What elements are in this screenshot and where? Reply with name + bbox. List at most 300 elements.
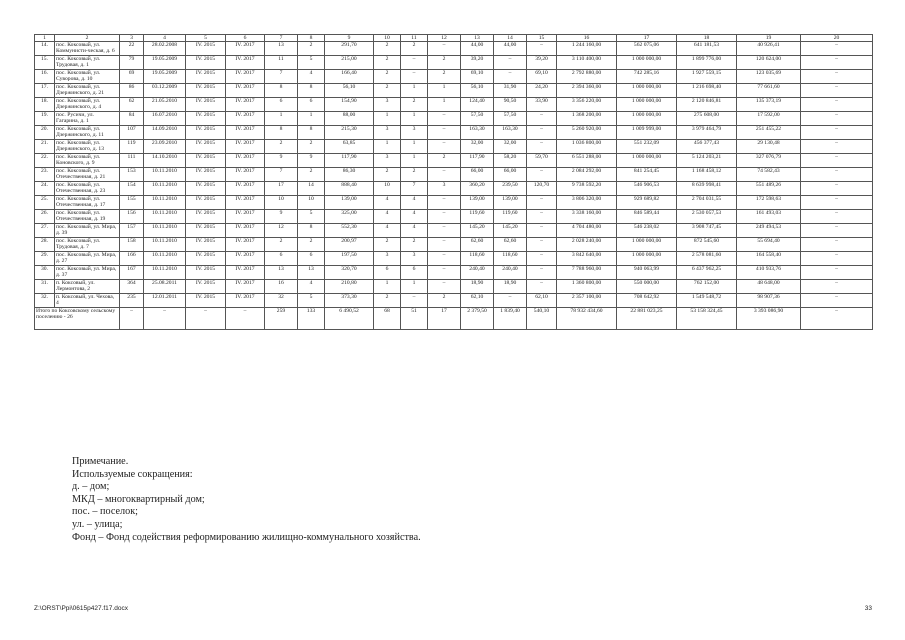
table-cell: 62,10: [527, 294, 557, 308]
table-cell: 29 130,48: [737, 140, 801, 154]
table-cell: 57,50: [461, 112, 494, 126]
table-cell: 63,85: [325, 140, 374, 154]
table-cell: 1 000 000,00: [617, 238, 677, 252]
table-cell: –: [527, 42, 557, 56]
table-cell: 364: [120, 280, 144, 294]
total-cell: 6 490,52: [325, 308, 374, 330]
page-number: 33: [864, 605, 872, 612]
column-number-cell: 1: [35, 35, 55, 42]
table-cell: 1: [401, 280, 428, 294]
table-cell: 3 110 400,00: [557, 56, 617, 70]
table-cell: 10.11.2010: [144, 224, 186, 238]
address-cell: пос. Коксовый, ул. Дзержинского, д. 4: [55, 98, 120, 112]
table-cell: 1: [401, 154, 428, 168]
table-cell: 4: [374, 196, 401, 210]
table-cell: IV. 2015: [186, 252, 226, 266]
table-cell: 251 455,22: [737, 126, 801, 140]
column-number-cell: 6: [226, 35, 265, 42]
table-cell: IV. 2017: [226, 210, 265, 224]
table-cell: –: [801, 56, 873, 70]
table-cell: 1: [401, 112, 428, 126]
table-cell: 2: [298, 168, 325, 182]
table-cell: 1 036 800,00: [557, 140, 617, 154]
column-number-cell: 16: [557, 35, 617, 42]
table-cell: 32,00: [494, 140, 527, 154]
table-cell: 79: [120, 56, 144, 70]
table-cell: IV. 2017: [226, 252, 265, 266]
table-cell: 23.: [35, 168, 55, 182]
table-cell: 3: [374, 252, 401, 266]
table-cell: 117,90: [461, 154, 494, 168]
table-cell: 39,20: [527, 56, 557, 70]
table-cell: –: [801, 294, 873, 308]
table-cell: 119: [120, 140, 144, 154]
table-cell: 25.08.2011: [144, 280, 186, 294]
table-row: [35, 238, 873, 252]
table-cell: IV. 2017: [226, 42, 265, 56]
table-cell: 69: [120, 70, 144, 84]
table-cell: 62,60: [461, 238, 494, 252]
table-cell: –: [801, 168, 873, 182]
table-cell: 551 232,09: [617, 140, 677, 154]
table-cell: 546 238,02: [617, 224, 677, 238]
table-cell: 27.: [35, 224, 55, 238]
table-cell: –: [428, 168, 461, 182]
table-cell: 14.10.2010: [144, 154, 186, 168]
table-cell: IV. 2017: [226, 154, 265, 168]
table-cell: –: [801, 210, 873, 224]
table-cell: 4: [374, 210, 401, 224]
table-cell: IV. 2017: [226, 224, 265, 238]
table-cell: 2: [265, 238, 298, 252]
table-cell: 74 582,43: [737, 168, 801, 182]
table-cell: 1 360 800,00: [557, 280, 617, 294]
table-cell: 98 907,36: [737, 294, 801, 308]
table-cell: 66,00: [494, 168, 527, 182]
table-cell: –: [527, 224, 557, 238]
table-cell: 58,20: [494, 154, 527, 168]
table-cell: 166: [120, 252, 144, 266]
table-cell: 28.02.2008: [144, 42, 186, 56]
table-cell: –: [527, 112, 557, 126]
table-cell: 320,70: [325, 266, 374, 280]
table-cell: 30.: [35, 266, 55, 280]
table-row: [35, 280, 873, 294]
table-cell: IV. 2015: [186, 210, 226, 224]
table-cell: –: [801, 154, 873, 168]
table-cell: 2: [298, 42, 325, 56]
table-cell: 123 035,69: [737, 70, 801, 84]
table-cell: 8: [265, 84, 298, 98]
column-number-cell: 12: [428, 35, 461, 42]
table-cell: 62,60: [494, 238, 527, 252]
table-cell: 2: [428, 70, 461, 84]
table-cell: 2: [428, 56, 461, 70]
table-cell: 742 285,16: [617, 70, 677, 84]
table-cell: 26.: [35, 210, 55, 224]
table-row: [35, 224, 873, 238]
table-cell: 551 489,26: [737, 182, 801, 196]
table-cell: 120,70: [527, 182, 557, 196]
table-cell: 2: [401, 168, 428, 182]
table-cell: 90,50: [494, 98, 527, 112]
abbreviation-line: д. – дом;: [72, 481, 110, 493]
address-cell: пос. Коксовый, ул. Коновского, д. 9: [55, 154, 120, 168]
table-cell: –: [527, 252, 557, 266]
table-cell: –: [428, 42, 461, 56]
table-cell: 55 694,40: [737, 238, 801, 252]
table-cell: 2: [374, 70, 401, 84]
table-cell: 249 494,53: [737, 224, 801, 238]
table-row: [35, 168, 873, 182]
table-cell: 24.: [35, 182, 55, 196]
table-cell: 1 549 548,72: [677, 294, 737, 308]
table-cell: –: [801, 140, 873, 154]
table-cell: 22.: [35, 154, 55, 168]
table-cell: 562 075,06: [617, 42, 677, 56]
table-cell: 235: [120, 294, 144, 308]
table-cell: IV. 2017: [226, 196, 265, 210]
address-cell: пос. Коксовый, ул. Отечественная, д. 17: [55, 196, 120, 210]
table-cell: –: [801, 238, 873, 252]
table-cell: 4 704 480,00: [557, 224, 617, 238]
table-cell: 2: [265, 140, 298, 154]
total-cell: 3 393 086,90: [737, 308, 801, 330]
table-cell: 2: [298, 238, 325, 252]
table-cell: 3: [374, 126, 401, 140]
table-cell: 2: [401, 98, 428, 112]
notes-intro: Используемые сокращения:: [72, 468, 193, 480]
table-cell: 13: [265, 266, 298, 280]
table-cell: –: [527, 266, 557, 280]
total-cell: 540,10: [527, 308, 557, 330]
document-path: Z:\ORST\Ppi\0615p427.f17.docx: [34, 605, 128, 612]
table-cell: 167: [120, 266, 144, 280]
table-cell: 1 368 200,00: [557, 112, 617, 126]
total-label-cell: Итого по Коксовскому сельскому поселению - 26: [35, 308, 120, 330]
table-cell: 373,30: [325, 294, 374, 308]
table-cell: –: [527, 168, 557, 182]
table-cell: 1 000 000,00: [617, 154, 677, 168]
table-row: [35, 70, 873, 84]
table-cell: 6 437 962,25: [677, 266, 737, 280]
table-cell: IV. 2015: [186, 42, 226, 56]
table-cell: 1: [374, 112, 401, 126]
table-cell: 10.11.2010: [144, 252, 186, 266]
table-cell: 1 899 776,00: [677, 56, 737, 70]
table-cell: –: [801, 112, 873, 126]
address-cell: пос. Коксовый, ул. Дзержинского, д. 11: [55, 126, 120, 140]
table-cell: 124,40: [461, 98, 494, 112]
table-cell: 33,90: [527, 98, 557, 112]
table-cell: 2 394 360,00: [557, 84, 617, 98]
table-cell: 88,00: [325, 112, 374, 126]
table-cell: 19.05.2009: [144, 56, 186, 70]
table-cell: 200,97: [325, 238, 374, 252]
table-cell: 118,60: [494, 252, 527, 266]
table-cell: 18,90: [461, 280, 494, 294]
table-cell: 4: [298, 280, 325, 294]
table-cell: 360,20: [461, 182, 494, 196]
table-cell: 8: [298, 224, 325, 238]
table-cell: 6: [265, 98, 298, 112]
table-cell: 16: [265, 280, 298, 294]
table-cell: 156: [120, 210, 144, 224]
table-cell: 1 244 160,00: [557, 42, 617, 56]
table-cell: 40 926,41: [737, 42, 801, 56]
table-cell: 3: [428, 182, 461, 196]
table-cell: 1: [401, 140, 428, 154]
table-cell: 03.12.2009: [144, 84, 186, 98]
abbreviation-line: ул. – улица;: [72, 518, 123, 530]
total-cell: 2 379,50: [461, 308, 494, 330]
table-cell: 145,20: [494, 224, 527, 238]
table-cell: 239,50: [494, 182, 527, 196]
table-cell: 2: [374, 238, 401, 252]
notes-section: [72, 456, 421, 544]
table-cell: 24,20: [527, 84, 557, 98]
table-cell: IV. 2015: [186, 56, 226, 70]
table-cell: 29.: [35, 252, 55, 266]
table-cell: 120 624,00: [737, 56, 801, 70]
table-cell: –: [428, 252, 461, 266]
table-cell: –: [801, 182, 873, 196]
table-cell: 163,30: [461, 126, 494, 140]
table-cell: 145,20: [461, 224, 494, 238]
table-cell: 119,60: [461, 210, 494, 224]
table-cell: 1 000 000,00: [617, 252, 677, 266]
table-cell: 84: [120, 112, 144, 126]
table-cell: –: [801, 196, 873, 210]
table-cell: 10: [298, 196, 325, 210]
table-row: [35, 98, 873, 112]
table-cell: 210,80: [325, 280, 374, 294]
table-cell: 2 357 100,00: [557, 294, 617, 308]
table-cell: 215,30: [325, 126, 374, 140]
table-cell: 10.11.2010: [144, 266, 186, 280]
table-cell: –: [428, 140, 461, 154]
column-number-cell: 4: [144, 35, 186, 42]
column-number-cell: 14: [494, 35, 527, 42]
table-cell: 2: [374, 84, 401, 98]
table-cell: IV. 2017: [226, 266, 265, 280]
table-cell: 57,50: [494, 112, 527, 126]
table-cell: IV. 2015: [186, 266, 226, 280]
address-cell: пос. Коксовый, ул. Трудовая, д. 1: [55, 56, 120, 70]
table-cell: 3 356 220,00: [557, 98, 617, 112]
column-number-cell: 2: [55, 35, 120, 42]
table-cell: –: [494, 56, 527, 70]
total-cell: 53 158 324,45: [677, 308, 737, 330]
table-cell: –: [428, 238, 461, 252]
table-cell: 172 598,63: [737, 196, 801, 210]
address-cell: пос. Коксовый, ул. Дзержинского, д. 21: [55, 84, 120, 98]
table-cell: 5: [298, 294, 325, 308]
table-cell: 9: [265, 210, 298, 224]
table-cell: 1 168 458,12: [677, 168, 737, 182]
table-cell: 7: [265, 70, 298, 84]
table-cell: 1 009 999,00: [617, 126, 677, 140]
table-cell: 6 551 288,00: [557, 154, 617, 168]
table-cell: 1: [401, 84, 428, 98]
table-cell: 153: [120, 168, 144, 182]
table-row: [35, 56, 873, 70]
table-cell: IV. 2017: [226, 112, 265, 126]
address-cell: пос. Русичи, ул. Гагарина, д. 1: [55, 112, 120, 126]
table-row: [35, 42, 873, 56]
table-cell: 12.01.2011: [144, 294, 186, 308]
table-cell: IV. 2015: [186, 168, 226, 182]
table-cell: 8: [298, 126, 325, 140]
table-row: [35, 112, 873, 126]
table-cell: 410 933,76: [737, 266, 801, 280]
table-cell: 3 338 160,00: [557, 210, 617, 224]
table-cell: 4: [401, 224, 428, 238]
column-number-cell: 9: [325, 35, 374, 42]
table-cell: 16.07.2010: [144, 112, 186, 126]
table-cell: 39,20: [461, 56, 494, 70]
table-cell: 31.: [35, 280, 55, 294]
table-row: [35, 294, 873, 308]
table-cell: 77 661,60: [737, 84, 801, 98]
table-cell: 139,00: [494, 196, 527, 210]
table-cell: 1: [374, 280, 401, 294]
column-number-cell: 7: [265, 35, 298, 42]
table-cell: 1 000 000,00: [617, 84, 677, 98]
table-cell: 9: [265, 154, 298, 168]
table-cell: 4: [401, 210, 428, 224]
table-cell: 7: [401, 182, 428, 196]
table-cell: 1 000 000,00: [617, 112, 677, 126]
table-cell: 14.09.2010: [144, 126, 186, 140]
table-cell: 8 639 998,41: [677, 182, 737, 196]
table-row: [35, 84, 873, 98]
table-cell: 1 000 000,00: [617, 56, 677, 70]
table-cell: 3: [374, 154, 401, 168]
table-cell: 59,70: [527, 154, 557, 168]
table-cell: 166,40: [325, 70, 374, 84]
total-row: [35, 308, 873, 330]
table-row: [35, 140, 873, 154]
table-cell: IV. 2015: [186, 294, 226, 308]
table-cell: 139,00: [461, 196, 494, 210]
table-cell: 10.11.2010: [144, 182, 186, 196]
table-cell: 4: [374, 224, 401, 238]
table-cell: IV. 2017: [226, 280, 265, 294]
table-cell: IV. 2017: [226, 182, 265, 196]
table-cell: IV. 2017: [226, 168, 265, 182]
table-cell: 21.05.2010: [144, 98, 186, 112]
table-row: [35, 252, 873, 266]
address-cell: пос. Коксовый, ул. Суворова, д. 10: [55, 70, 120, 84]
column-number-cell: 17: [617, 35, 677, 42]
table-cell: –: [801, 98, 873, 112]
table-cell: 21.: [35, 140, 55, 154]
table-cell: 31,90: [494, 84, 527, 98]
column-number-row: [35, 35, 873, 42]
column-number-cell: 10: [374, 35, 401, 42]
column-number-cell: 11: [401, 35, 428, 42]
table-cell: 163,30: [494, 126, 527, 140]
table-cell: 291,70: [325, 42, 374, 56]
table-cell: –: [801, 266, 873, 280]
total-cell: –: [801, 308, 873, 330]
column-number-cell: 8: [298, 35, 325, 42]
table-body: [35, 35, 873, 330]
table-cell: 841 254,45: [617, 168, 677, 182]
table-cell: 10.11.2010: [144, 196, 186, 210]
table-cell: 18,90: [494, 280, 527, 294]
table-cell: 2 530 057,53: [677, 210, 737, 224]
table-cell: 2: [374, 168, 401, 182]
table-cell: IV. 2015: [186, 196, 226, 210]
notes-title: Примечание.: [72, 456, 129, 467]
table-cell: 7 788 960,00: [557, 266, 617, 280]
table-cell: 641 181,53: [677, 42, 737, 56]
table-cell: 9: [298, 154, 325, 168]
total-cell: 133: [298, 308, 325, 330]
table-cell: 2 792 880,00: [557, 70, 617, 84]
address-cell: пос. Коксовый, ул. Коммунисти-ческая, д. 6: [55, 42, 120, 56]
table-cell: 5: [298, 56, 325, 70]
table-cell: 15.: [35, 56, 55, 70]
table-cell: IV. 2015: [186, 224, 226, 238]
table-cell: 1 927 559,15: [677, 70, 737, 84]
table-cell: IV. 2017: [226, 70, 265, 84]
table-cell: 25.: [35, 196, 55, 210]
table-cell: 3 842 640,00: [557, 252, 617, 266]
table-cell: 135 373,19: [737, 98, 801, 112]
table-cell: 552,30: [325, 224, 374, 238]
table-cell: 2: [374, 294, 401, 308]
table-cell: 940 063,99: [617, 266, 677, 280]
table-cell: 7: [265, 168, 298, 182]
table-cell: IV. 2015: [186, 70, 226, 84]
table-cell: 86: [120, 84, 144, 98]
table-cell: 8: [298, 84, 325, 98]
table-cell: –: [428, 280, 461, 294]
table-cell: 2: [401, 238, 428, 252]
table-cell: 327 076,79: [737, 154, 801, 168]
total-cell: –: [144, 308, 186, 330]
table-cell: –: [428, 210, 461, 224]
table-cell: 22: [120, 42, 144, 56]
address-cell: пос. Коксовый, ул. Отечественная, д. 21: [55, 168, 120, 182]
table-cell: –: [801, 84, 873, 98]
table-cell: IV. 2015: [186, 182, 226, 196]
table-cell: 3: [374, 98, 401, 112]
table-cell: 32: [265, 294, 298, 308]
table-cell: –: [428, 224, 461, 238]
table-cell: 12: [265, 224, 298, 238]
table-cell: IV. 2017: [226, 294, 265, 308]
table-cell: 6: [298, 98, 325, 112]
table-cell: 10.11.2010: [144, 238, 186, 252]
table-cell: 762 152,00: [677, 280, 737, 294]
table-cell: –: [527, 210, 557, 224]
table-cell: 8: [265, 126, 298, 140]
table-cell: 14: [298, 182, 325, 196]
table-cell: 17: [265, 182, 298, 196]
table-cell: 3 908 747,45: [677, 224, 737, 238]
table-cell: 155: [120, 196, 144, 210]
table-cell: 2 120 846,81: [677, 98, 737, 112]
table-cell: 3: [401, 126, 428, 140]
table-cell: 154,90: [325, 98, 374, 112]
table-cell: 20.: [35, 126, 55, 140]
table-cell: 888,40: [325, 182, 374, 196]
table-cell: 275 608,00: [677, 112, 737, 126]
